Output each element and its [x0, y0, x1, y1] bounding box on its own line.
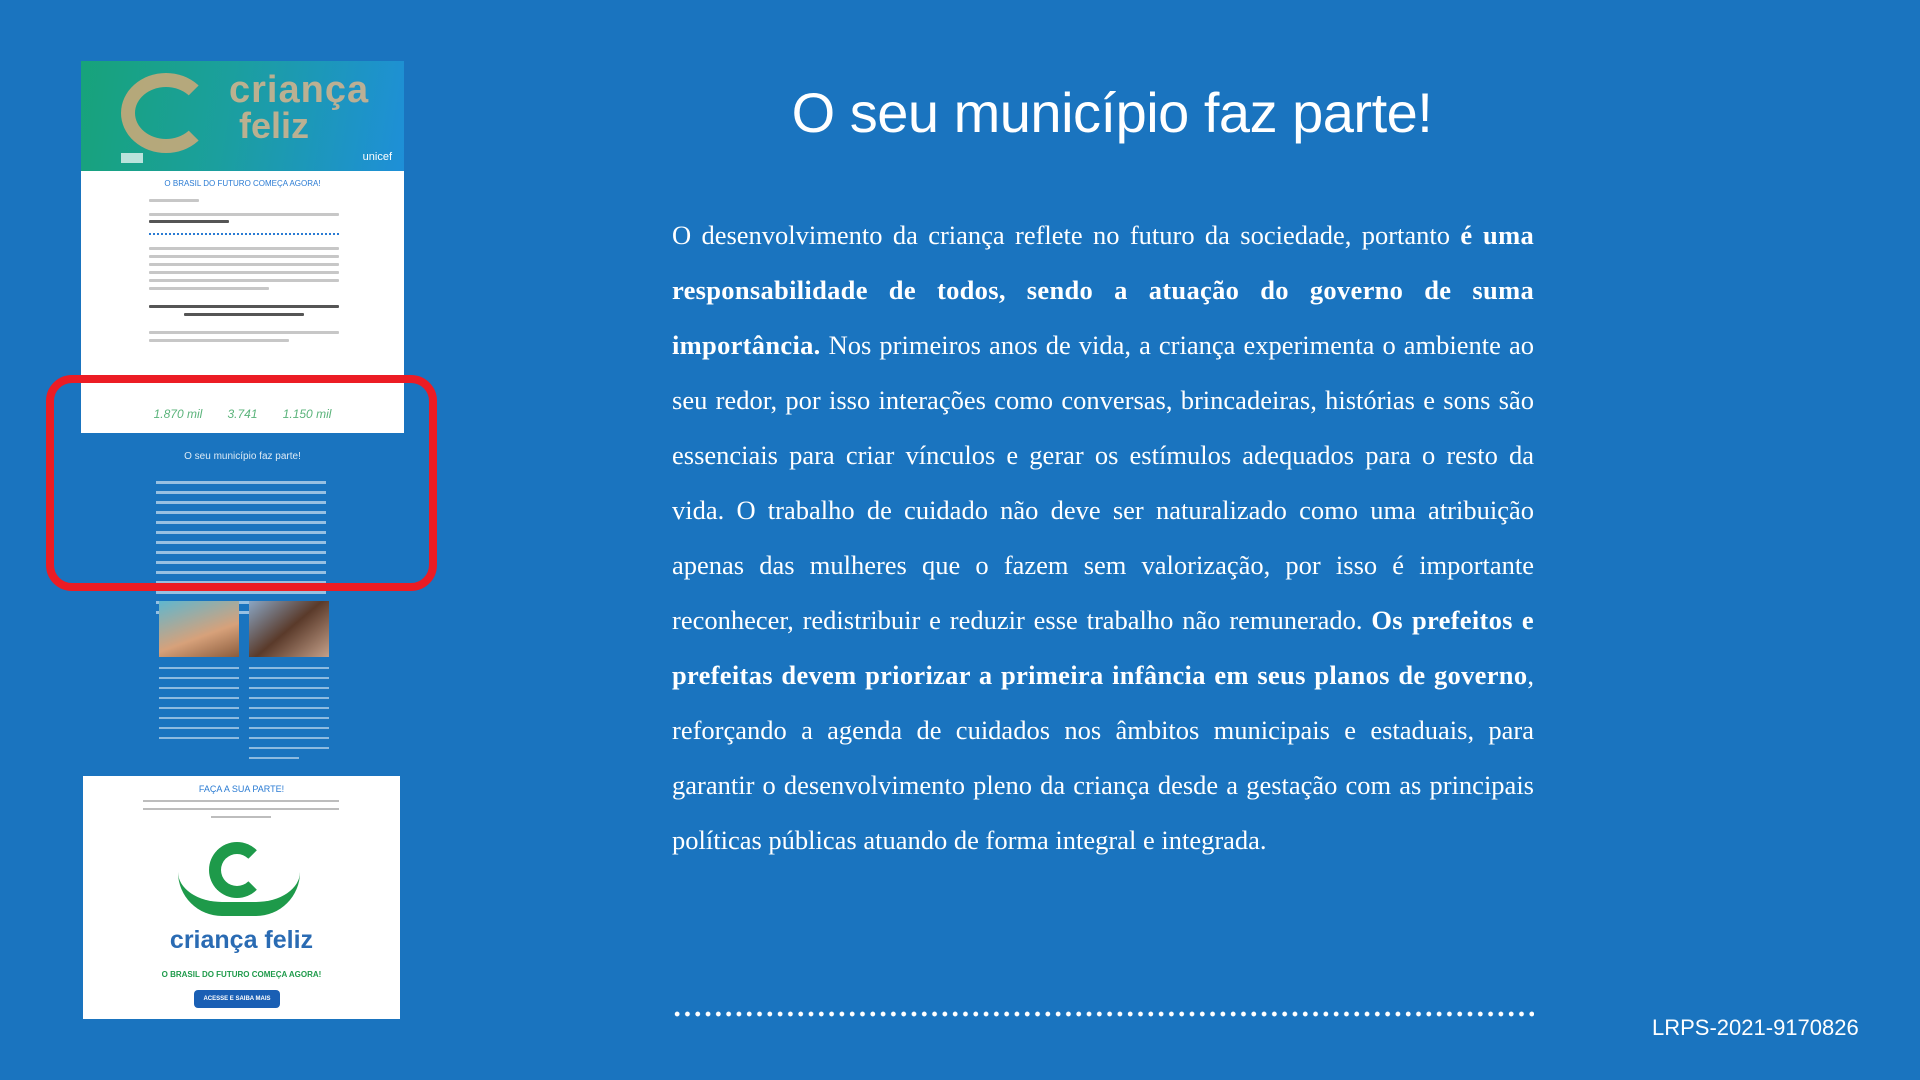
stat-value: 1.150 mil	[282, 407, 332, 421]
dotted-divider	[149, 233, 339, 235]
thumbnail-section-title: O seu município faz parte!	[184, 451, 301, 462]
text-line	[159, 667, 239, 669]
text-line	[211, 816, 271, 818]
paragraph-emphasis: é uma responsabilidade de todos, sendo a atuação do governo de suma importância.	[672, 220, 1534, 360]
thumbnail-header: O BRASIL DO FUTURO COMEÇA AGORA!	[164, 179, 321, 188]
footer-title: FAÇA A SUA PARTE!	[198, 784, 285, 794]
reference-code: LRPS-2021-9170826	[1652, 1015, 1859, 1040]
banner-word-crianca: criança	[229, 69, 370, 111]
text-line	[149, 339, 289, 342]
text-line	[149, 305, 339, 308]
text-line	[159, 687, 239, 689]
text-line	[159, 737, 239, 739]
paragraph-emphasis: Os prefeitos e prefeitas devem priorizar a primeira infância em seus planos de governo	[672, 605, 1534, 690]
text-line	[159, 717, 239, 719]
thumbnail-footer-section	[83, 776, 400, 1019]
text-line	[149, 255, 339, 258]
selection-highlight	[46, 375, 437, 591]
text-line	[249, 677, 329, 679]
banner-word-feliz: feliz	[239, 105, 310, 146]
acesse-saiba-mais-button[interactable]: ACESSE E SAIBA MAIS	[194, 990, 280, 1008]
text-line	[249, 727, 329, 729]
text-line	[249, 697, 329, 699]
page-title: O seu município faz parte!	[791, 81, 1433, 144]
photo-mother-baby	[159, 601, 239, 657]
text-line	[143, 800, 339, 802]
text-line	[143, 808, 339, 810]
text-line	[149, 279, 339, 282]
stat-value: 3.741	[227, 407, 258, 421]
text-line	[249, 717, 329, 719]
text-line	[159, 697, 239, 699]
thumbnail-banner	[81, 61, 404, 171]
paragraph-text: Nos primeiros anos de vida, a criança experimenta o ambiente ao seu redor, por isso interações como conversas, brincadeiras, histórias e sons são essenciais para criar vínculos e gerar os estímulos adequados para o resto da vida. O trabalho de cuidado não deve ser naturalizado como uma atribuição apenas das mulheres que o fazem sem valorização, por isso é importante reconhecer, redistribuir e reduzir esse trabalho não remunerado.	[672, 330, 1534, 635]
photo-parent-child	[249, 601, 329, 657]
crianca-feliz-swirl-icon	[121, 73, 211, 153]
text-line	[149, 263, 339, 266]
text-line	[159, 677, 239, 679]
text-line	[149, 287, 269, 290]
text-line	[149, 220, 229, 223]
paragraph-text: , reforçando a agenda de cuidados nos âmbitos municipais e estaduais, para garantir o desenvolvimento pleno da criança desde a gestação com as principais políticas públicas atuando de forma integral e integrada.	[672, 660, 1534, 855]
text-line	[249, 747, 329, 749]
text-line	[149, 199, 199, 202]
text-line	[249, 687, 329, 689]
text-line	[249, 757, 299, 759]
text-line	[149, 213, 339, 216]
text-line	[184, 313, 304, 316]
body-paragraph	[672, 208, 1534, 868]
text-line	[249, 737, 329, 739]
text-line	[249, 667, 329, 669]
unicef-logo: unicef	[362, 151, 392, 163]
crianca-feliz-smile-icon	[178, 872, 300, 916]
text-line	[159, 707, 239, 709]
text-line	[159, 727, 239, 729]
footer-slogan: O BRASIL DO FUTURO COMEÇA AGORA!	[161, 970, 322, 979]
footer-brand: criança feliz	[169, 926, 314, 954]
text-line	[149, 271, 339, 274]
text-line	[149, 331, 339, 334]
government-logo-icon	[121, 153, 143, 163]
stat-value: 1.870 mil	[153, 407, 203, 421]
text-line	[249, 707, 329, 709]
text-line	[156, 591, 326, 594]
dotted-divider	[672, 1010, 1534, 1018]
text-line	[149, 247, 339, 250]
paragraph-text: O desenvolvimento da criança reflete no futuro da sociedade, portanto	[672, 220, 1461, 250]
